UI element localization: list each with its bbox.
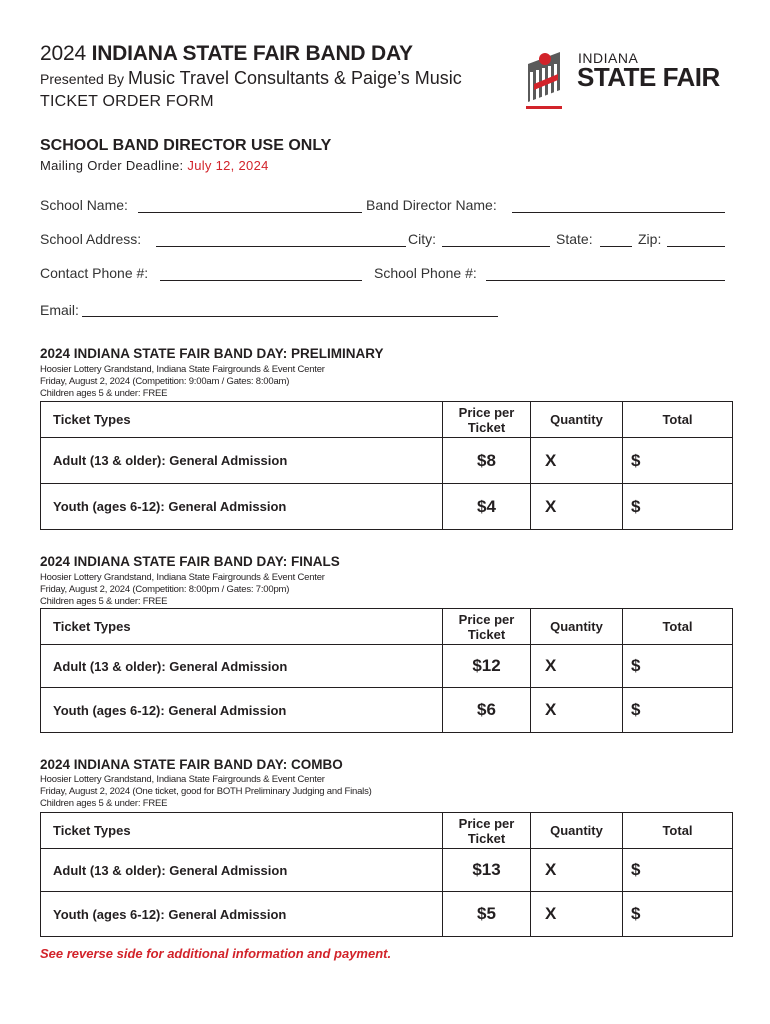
presented-by-line xyxy=(40,68,462,89)
ticket-type: Youth (ages 6-12): General Admission xyxy=(41,688,443,733)
ticket-price: $6 xyxy=(443,688,531,733)
header-ticket-types: Ticket Types xyxy=(41,609,443,645)
total-input[interactable]: $ xyxy=(623,438,733,484)
event-title-finals: 2024 INDIANA STATE FAIR BAND DAY: FINALS xyxy=(40,554,340,569)
email-field[interactable] xyxy=(82,316,498,317)
header-quantity: Quantity xyxy=(531,609,623,645)
ticket-table-preliminary xyxy=(40,401,733,530)
school-phone-label: School Phone #: xyxy=(374,265,477,281)
ticket-type: Adult (13 & older): General Admission xyxy=(41,849,443,892)
quantity-input[interactable]: X xyxy=(531,645,623,688)
total-input[interactable]: $ xyxy=(623,645,733,688)
ticket-price: $13 xyxy=(443,849,531,892)
event-title-preliminary: 2024 INDIANA STATE FAIR BAND DAY: PRELIMINARY xyxy=(40,346,384,361)
header-ticket-types: Ticket Types xyxy=(41,813,443,849)
total-input[interactable]: $ xyxy=(623,484,733,530)
event-details-combo xyxy=(40,774,372,810)
school-address-label: School Address: xyxy=(40,231,142,247)
deadline-value: July 12, 2024 xyxy=(187,158,269,173)
mailing-deadline xyxy=(40,158,269,173)
city-label: City: xyxy=(408,231,436,247)
ticket-type: Youth (ages 6-12): General Admission xyxy=(41,484,443,530)
school-phone-field[interactable] xyxy=(486,280,725,281)
header-price: Price per Ticket xyxy=(443,609,531,645)
school-address-field[interactable] xyxy=(156,246,406,247)
header-price: Price per Ticket xyxy=(443,813,531,849)
contact-phone-label: Contact Phone #: xyxy=(40,265,149,281)
state-field[interactable] xyxy=(600,246,632,247)
ticket-table-finals xyxy=(40,608,733,733)
total-input[interactable]: $ xyxy=(623,849,733,892)
band-director-name-field[interactable] xyxy=(512,212,725,213)
event-date: Friday, August 2, 2024 (Competition: 8:00pm / Gates: 7:00pm) xyxy=(40,584,290,595)
ticket-type: Adult (13 & older): General Admission xyxy=(41,438,443,484)
form-type: TICKET ORDER FORM xyxy=(40,93,214,110)
total-input[interactable]: $ xyxy=(623,892,733,937)
quantity-input[interactable]: X xyxy=(531,484,623,530)
ticket-price: $12 xyxy=(443,645,531,688)
email-label: Email: xyxy=(40,302,79,318)
header-quantity: Quantity xyxy=(531,402,623,438)
event-venue: Hoosier Lottery Grandstand, Indiana State Fairgrounds & Event Center xyxy=(40,774,325,785)
header-quantity: Quantity xyxy=(531,813,623,849)
deadline-label: Mailing Order Deadline: xyxy=(40,158,184,173)
reverse-side-note: See reverse side for additional information and payment. xyxy=(40,946,392,961)
header-total: Total xyxy=(623,813,733,849)
ticket-type: Adult (13 & older): General Admission xyxy=(41,645,443,688)
title-main: INDIANA STATE FAIR BAND DAY xyxy=(91,42,413,65)
ticket-type: Youth (ages 6-12): General Admission xyxy=(41,892,443,937)
ticket-price: $5 xyxy=(443,892,531,937)
presenters: Music Travel Consultants & Paige’s Music xyxy=(127,68,462,88)
header-total: Total xyxy=(623,609,733,645)
event-details-preliminary xyxy=(40,364,325,400)
table-row xyxy=(41,484,733,530)
event-date: Friday, August 2, 2024 (Competition: 9:00am / Gates: 8:00am) xyxy=(40,376,290,387)
quantity-input[interactable]: X xyxy=(531,688,623,733)
table-row xyxy=(41,892,733,937)
event-venue: Hoosier Lottery Grandstand, Indiana State Fairgrounds & Event Center xyxy=(40,364,325,375)
zip-field[interactable] xyxy=(667,246,725,247)
quantity-input[interactable]: X xyxy=(531,438,623,484)
ticket-price: $8 xyxy=(443,438,531,484)
contact-phone-field[interactable] xyxy=(160,280,362,281)
event-children: Children ages 5 & under: FREE xyxy=(40,798,168,809)
total-input[interactable]: $ xyxy=(623,688,733,733)
director-section-heading: SCHOOL BAND DIRECTOR USE ONLY xyxy=(40,137,332,154)
band-director-name-label: Band Director Name: xyxy=(366,197,497,213)
school-name-label: School Name: xyxy=(40,197,128,213)
school-name-field[interactable] xyxy=(138,212,362,213)
title-year: 2024 xyxy=(40,42,86,65)
table-row xyxy=(41,849,733,892)
table-row xyxy=(41,645,733,688)
state-fair-logo-icon xyxy=(524,50,564,114)
ticket-price: $4 xyxy=(443,484,531,530)
event-children: Children ages 5 & under: FREE xyxy=(40,388,168,399)
presented-by-label: Presented By xyxy=(40,71,125,87)
ticket-table-combo xyxy=(40,812,733,937)
event-children: Children ages 5 & under: FREE xyxy=(40,596,168,607)
city-field[interactable] xyxy=(442,246,550,247)
event-title-combo: 2024 INDIANA STATE FAIR BAND DAY: COMBO xyxy=(40,757,343,772)
header-ticket-types: Ticket Types xyxy=(41,402,443,438)
page-title xyxy=(40,42,413,66)
table-row xyxy=(41,438,733,484)
quantity-input[interactable]: X xyxy=(531,892,623,937)
event-details-finals xyxy=(40,572,325,608)
header-price: Price per Ticket xyxy=(443,402,531,438)
event-date: Friday, August 2, 2024 (One ticket, good for BOTH Preliminary Judging and Finals) xyxy=(40,786,372,797)
zip-label: Zip: xyxy=(638,231,662,247)
state-label: State: xyxy=(556,231,593,247)
quantity-input[interactable]: X xyxy=(531,849,623,892)
logo-indiana: INDIANA xyxy=(578,50,639,66)
header-total: Total xyxy=(623,402,733,438)
event-venue: Hoosier Lottery Grandstand, Indiana State Fairgrounds & Event Center xyxy=(40,572,325,583)
logo-state-fair: STATE FAIR xyxy=(577,62,720,92)
table-row xyxy=(41,688,733,733)
